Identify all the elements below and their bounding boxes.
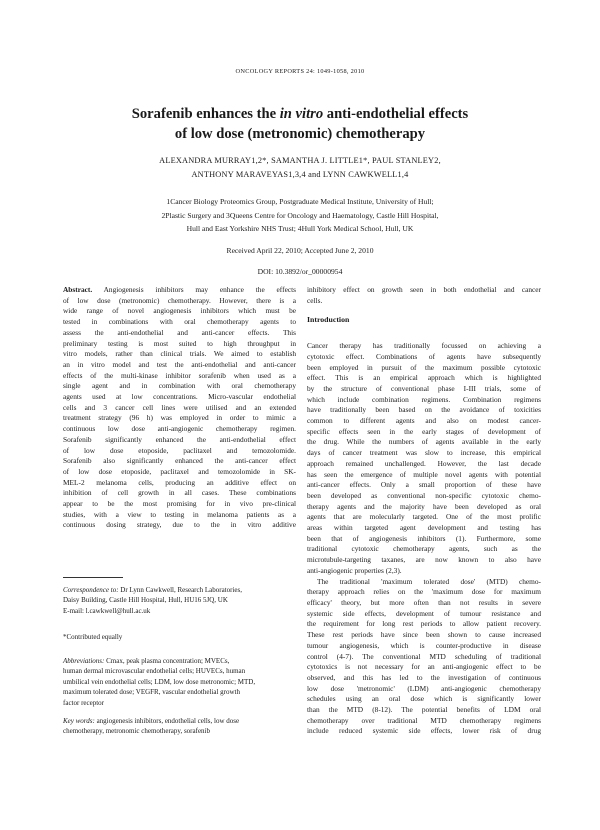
introduction-paragraph-2-line: These rest periods have since been shown to cause increased (307, 630, 541, 640)
keywords-label: Key words: (63, 717, 95, 725)
correspondence-note: Correspondence to: Dr Lynn Cawkwell, Research Laboratories, Daisy Building, Castle Hill Hospital, Hull, HU16 5JQ, UK E-mail: l.cawkwell@hull.ac.uk (63, 585, 296, 616)
abstract-line: effects of the multi-kinase inhibitor sorafenib when used as a (63, 370, 296, 380)
introduction-paragraph-1-line: by the structure of conventional phase I-III trials, some of (307, 383, 541, 393)
introduction-paragraph-1-line: microtubule-targeting taxanes, are now known to also have (307, 555, 541, 565)
introduction-paragraph-2-line: The traditional 'maximum tolerated dose' (MTD) chemo- (317, 576, 541, 586)
introduction-paragraph-1-line: traditional cytotoxic chemotherapy agents, such as the (307, 544, 541, 554)
introduction-paragraph-1-line: therapy agents and the majority have been developed as oral (307, 501, 541, 511)
abstract-line: continuous dosing strategy, due to the in vitro additive (63, 520, 296, 530)
introduction-paragraph-2-line: than the MTD (8-12). The potential benefits of LDM oral (307, 705, 541, 715)
introduction-paragraph-1-line: specific effects seen in the early stages of development of (307, 426, 541, 436)
affiliation-line-3: Hull and East Yorkshire NHS Trust; 4Hull York Medical School, Hull, UK (186, 224, 414, 233)
correspondence-email[interactable]: E-mail: l.cawkwell@hull.ac.uk (63, 606, 151, 615)
abbreviations-note (63, 656, 296, 708)
abstract-line: preliminary testing is most suited to high throughput in (63, 338, 296, 348)
abstract-line: cells and 3 cancer cell lines were utilised and an extended (63, 402, 296, 412)
introduction-paragraph-2-line: low dose 'metronomic' (LDM) anti-angiogenic chemotherapy (307, 683, 541, 693)
introduction-paragraph-1-line: been employed in pursuit of the maximum possible cytotoxic (307, 362, 541, 372)
article-title (60, 104, 540, 144)
introduction-paragraph-1-line: the drug. While the numbers of agents available in the early (307, 437, 541, 447)
introduction-heading: Introduction (307, 315, 350, 325)
abstract-line: Sorafenib significantly enhanced the anti-endothelial effect (63, 434, 296, 444)
introduction-paragraph-1-line: days of cancer treatment was slow to increase, this empirical (307, 448, 541, 458)
abstract-line: tested in combinations with oral chemotherapy agents to (63, 317, 296, 327)
authors-line-2: ANTHONY MARAVEYAS1,3,4 and LYNN CAWKWELL1,4 (191, 169, 409, 179)
introduction-paragraph-1-line: which include combination regimens. Combination regimens (307, 394, 541, 404)
introduction-paragraph-2-line: the requirement for long rest periods to allow patient recovery. (307, 619, 541, 629)
abstract-label: Abstract. (63, 285, 93, 294)
abstract-line: single agent and in combination with oral chemotherapy (63, 381, 296, 391)
right-column (307, 285, 541, 737)
affiliations (40, 195, 560, 236)
abstract-line: continuous low dose anti-angiogenic chemotherapy regimen. (63, 424, 296, 434)
authors-line-1: ALEXANDRA MURRAY1,2*, SAMANTHA J. LITTLE1*, PAUL STANLEY2, (159, 156, 441, 165)
abbreviations-line: human dermal microvascular endothelial cells; HUVECs, human (63, 667, 246, 676)
introduction-paragraph-2-line: include reduced systemic side effects, lower risk of drug (307, 726, 541, 736)
abbreviations-label: Abbreviations: (63, 657, 105, 665)
introduction-paragraph-1-line: has seen the emergence of multiple novel agents with potential (307, 469, 541, 479)
introduction-paragraph-2-line: observed, and this has led to the investigation of continuous (307, 672, 541, 682)
affiliation-line-1: 1Cancer Biology Proteomics Group, Postgraduate Medical Institute, University of Hull; (166, 197, 434, 206)
abstract-line: of low dose (metronomic) chemotherapy. However, there is a (63, 295, 296, 305)
introduction-paragraph-1-line: been developed as conventional non-specific cytotoxic chemo- (307, 490, 541, 500)
author-list (60, 154, 540, 181)
abstract-line: agents used at low concentrations. Micro-vascular endothelial (63, 392, 296, 402)
introduction-paragraph-2-line: chemotherapy over traditional MTD chemotherapy regimens (307, 715, 541, 725)
introduction-paragraph-2-line: tumour angiogenesis, which is counter-productive in disease (307, 640, 541, 650)
abstract-continued-line: inhibitory effect on growth seen in both endothelial and cancer (307, 285, 541, 294)
introduction-paragraph-1-line: cytotoxic effect. Combinations of agents have subsequently (307, 351, 541, 361)
introduction-paragraph-1-line: anti-cancer effects. Only a small proportion of these have (307, 480, 541, 490)
introduction-paragraph-1-line: been that of angiogenesis inhibitors (1). Furthermore, some (307, 533, 541, 543)
abstract-line: treatment strategy (96 h) was employed in order to mimic a (63, 413, 296, 423)
abstract-line: Sorafenib also significantly enhanced the anti-cancer effect (63, 456, 296, 466)
affiliation-line-2: 2Plastic Surgery and 3Queens Centre for Oncology and Haematology, Castle Hill Hospital, (161, 210, 439, 220)
abstract-line: MEL-2 melanoma cells, producing an additive effect on (63, 477, 296, 487)
abstract-line: vitro models, rather than clinical trials. We aimed to establish (63, 349, 296, 359)
introduction-paragraph-2-line: systemic side effects, development of tumour resistance and (307, 608, 541, 618)
introduction-paragraph-1-line: have traditionally been based on the avoidance of toxicities (307, 405, 541, 415)
introduction-paragraph-1-line: approach remained unchallenged. However, the last decade (307, 458, 541, 468)
running-head: ONCOLOGY REPORTS 24: 1049-1058, 2010 (235, 68, 365, 75)
keywords-note: Key words: angiogenesis inhibitors, endothelial cells, low dose chemotherapy, metronomic chemotherapy, sorafenib (63, 717, 240, 736)
abstract-line: inhibition of cell growth in all cases. These combinations (63, 488, 296, 498)
introduction-paragraph-1-line: Cancer therapy has traditionally focussed on achieving a (307, 341, 541, 351)
abbreviations-line: maximum tolerated dose; VEGFR, vascular endothelial growth (63, 688, 240, 697)
abstract-line: of low dose etoposide, paclitaxel and temozolomide in SK- (63, 466, 296, 476)
abstract-continued-line: cells. (307, 295, 323, 305)
introduction-paragraph-1-line: areas within targeted agent development and testing has (307, 523, 541, 533)
introduction-paragraph-1-line: effect. This is an empirical approach which is highlighted (307, 373, 541, 383)
abstract-line: appear to be the most promising for in vivo pre-clinical (63, 499, 296, 509)
contributed-equally-note: *Contributed equally (63, 633, 123, 641)
abbreviations-line: factor receptor (63, 698, 104, 707)
footnote-rule (63, 577, 123, 578)
received-accepted-dates: Received April 22, 2010; Accepted June 2, 2010 (226, 246, 374, 255)
introduction-paragraph-1-line: common to different agents and also on modest cancer- (307, 416, 541, 426)
introduction-paragraph-2-line: schedules using an oral dose which is significantly lower (307, 694, 541, 704)
abbreviations-line: Abbreviations: Cmax, peak plasma concentration; MVECs, (63, 657, 230, 665)
abbreviations-line: umbilical vein endothelial cells; LDM, low dose metronomic; MTD, (63, 677, 256, 686)
abstract-line: assess the anti-endothelial and anti-cancer effects. This (63, 327, 296, 337)
abstract-line: wide range of novel angiogenesis inhibitors which must be (63, 306, 296, 316)
correspondence-label: Correspondence to: (63, 586, 119, 594)
introduction-paragraph-2-line: control (4-7). The conventional MTD scheduling of traditional (307, 651, 541, 661)
abstract-line: Abstract. Angiogenesis inhibitors may enhance the effects (63, 285, 296, 294)
abstract-line: studies, with a view to testing in melanoma patients as a (63, 509, 296, 519)
abstract (63, 285, 296, 531)
title-line-1: Sorafenib enhances the in vitro anti-endothelial effects (131, 106, 469, 122)
introduction-paragraph-2-line: therapy approach relies on the 'maximum dose for maximum (307, 587, 541, 597)
introduction-paragraph-1-line: anti-angiogenic properties (2,3). (307, 565, 402, 575)
introduction-paragraph-2-line: cytotoxics is not necessary for an anti-angiogenic effect to be (307, 662, 541, 672)
introduction-paragraph-2-line: efficacy' theory, but more often than not results in severe (307, 597, 541, 607)
doi-link[interactable]: DOI: 10.3892/or_00000954 (257, 267, 343, 276)
introduction-paragraph-1-line: agents that are molecularly targeted. One of the most prolific (307, 512, 541, 522)
abstract-line: of low dose etoposide, paclitaxel and temozolomide. (63, 445, 296, 455)
abstract-line: an in vitro model and test the anti-endothelial and anti-cancer (63, 359, 296, 369)
title-line-2: of low dose (metronomic) chemotherapy (174, 126, 426, 142)
